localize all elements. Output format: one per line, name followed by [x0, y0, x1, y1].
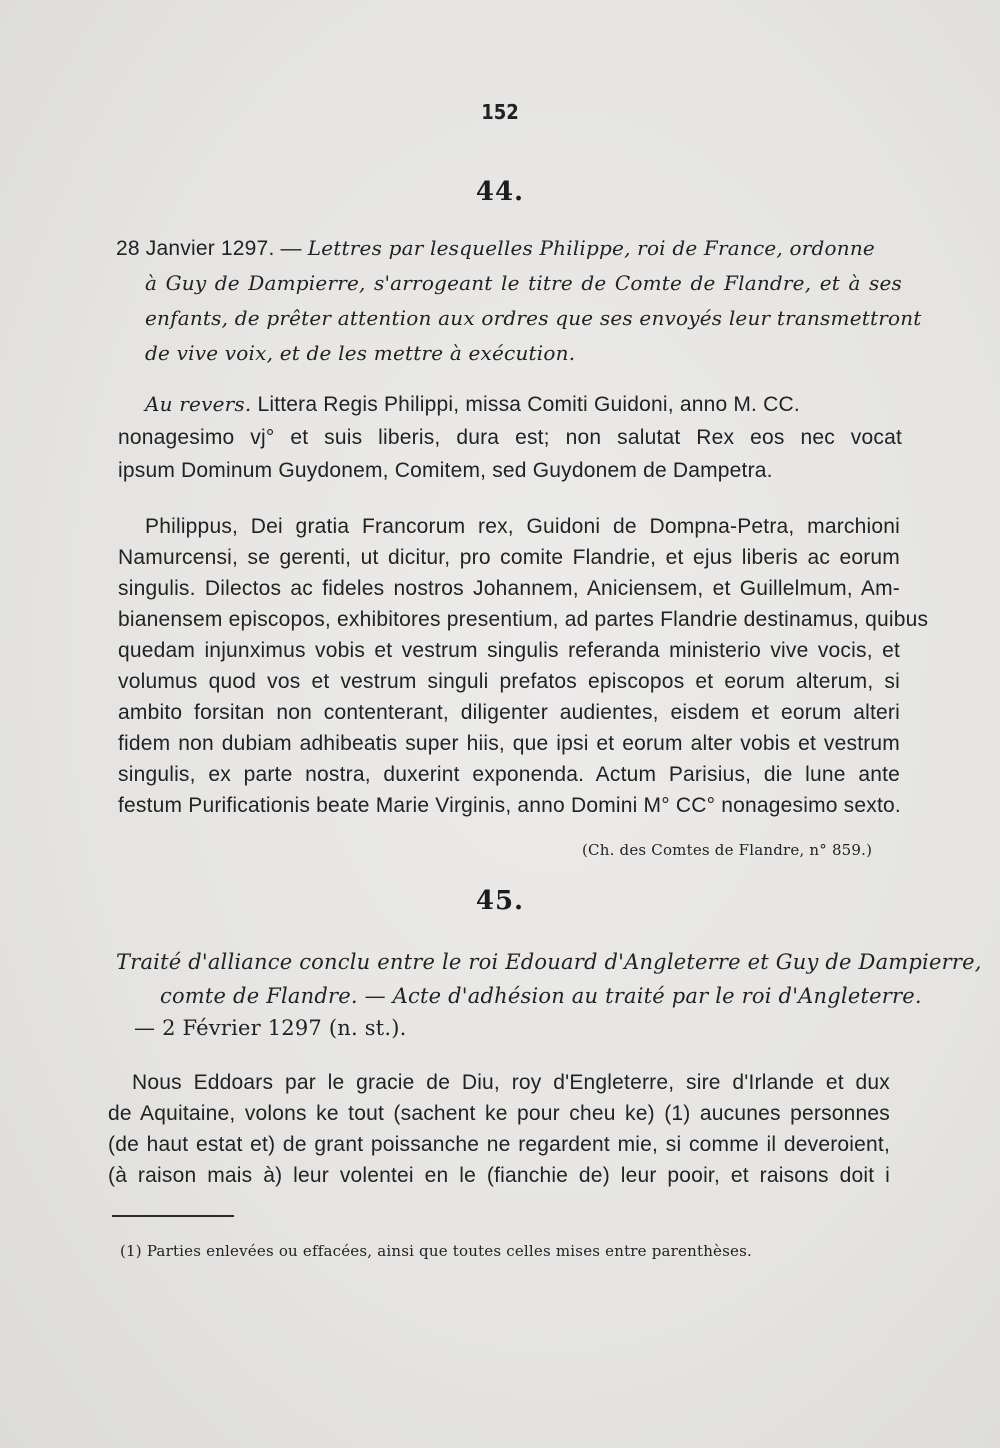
document-number-45: 45.: [475, 886, 525, 916]
doc44-body-line: bianensem episcopos, exhibitores presentium, ad partes Flandrie destinamus, quibus: [118, 608, 929, 631]
doc44-body-line: quedam injunximus vobis et vestrum singulis referanda ministerio vive vocis, et: [118, 639, 900, 662]
doc45-date-line: — 2 Février 1297 (n. st.).: [134, 1016, 407, 1040]
doc44-body-line: singulis, ex parte nostra, duxerint exponenda. Actum Parisius, die lune ante: [118, 763, 900, 786]
footnote: (1) Parties enlevées ou effacées, ainsi que toutes celles mises entre parenthèses.: [120, 1242, 752, 1260]
doc44-verso-text: Littera Regis Philippi, missa Comiti Guidoni, anno M. CC.: [257, 393, 800, 416]
doc45-title-line: comte de Flandre. — Acte d'adhésion au traité par le roi d'Angleterre.: [160, 984, 922, 1008]
doc45-body-line: (de haut estat et) de grant poissanche ne regardent mie, si comme il deveroient,: [108, 1133, 890, 1156]
doc44-title-line: Lettres par lesquelles Philippe, roi de France, ordonne: [307, 236, 875, 260]
doc44-date: 28 Janvier 1297.: [116, 237, 275, 260]
doc44-body-line: singulis. Dilectos ac fideles nostros Johannem, Aniciensem, et Guillelmum, Am-: [118, 577, 900, 600]
doc44-body-line: Philippus, Dei gratia Francorum rex, Guidoni de Dompna-Petra, marchioni: [145, 515, 900, 538]
doc45-body-line: Nous Eddoars par le gracie de Diu, roy d'Engleterre, sire d'Irlande et dux: [132, 1071, 890, 1094]
doc44-verso-line-1: [145, 392, 902, 417]
doc44-verso-line: nonagesimo vj° et suis liberis, dura est; non salutat Rex eos nec vocat: [118, 426, 902, 449]
doc44-heading-line-1: [116, 236, 902, 261]
doc44-body-line: ambito forsitan non contenterant, diligenter audientes, eisdem et eorum alteri: [118, 701, 900, 724]
doc44-source-citation: (Ch. des Comtes de Flandre, n° 859.): [582, 841, 873, 859]
doc44-title-line: de vive voix, et de les mettre à exécution.: [145, 341, 576, 365]
doc44-body-line: volumus quod vos et vestrum singuli prefatos episcopos et eorum alterum, si: [118, 670, 900, 693]
doc44-verso-line: ipsum Dominum Guydonem, Comitem, sed Guydonem de Dampetra.: [118, 459, 773, 482]
doc44-body-line: fidem non dubiam adhibeatis super hiis, que ipsi et eorum alter vobis et vestrum: [118, 732, 900, 755]
page-number: 152: [481, 100, 519, 124]
doc44-title-line: à Guy de Dampierre, s'arrogeant le titre de Comte de Flandre, et à ses: [145, 271, 902, 295]
doc45-body-line: (à raison mais à) leur volentei en le (fianchie de) leur pooir, et raisons doit i: [108, 1164, 890, 1187]
footnote-divider: [112, 1215, 234, 1217]
doc44-body-line: Namurcensi, se gerenti, ut dicitur, pro comite Flandrie, et ejus liberis ac eorum: [118, 546, 900, 569]
document-number-44: 44.: [475, 177, 525, 207]
doc45-body-line: de Aquitaine, volons ke tout (sachent ke pour cheu ke) (1) aucunes personnes: [108, 1102, 890, 1125]
doc44-title-line: enfants, de prêter attention aux ordres que ses envoyés leur transmettront: [145, 306, 922, 330]
doc44-verso-label: Au revers.: [145, 392, 252, 416]
doc45-title-line: Traité d'alliance conclu entre le roi Edouard d'Angleterre et Guy de Dampierre,: [116, 950, 982, 974]
doc44-dash: —: [280, 237, 302, 260]
doc44-body-line: festum Purificationis beate Marie Virginis, anno Domini M° CC° nonagesimo sexto.: [118, 794, 901, 817]
